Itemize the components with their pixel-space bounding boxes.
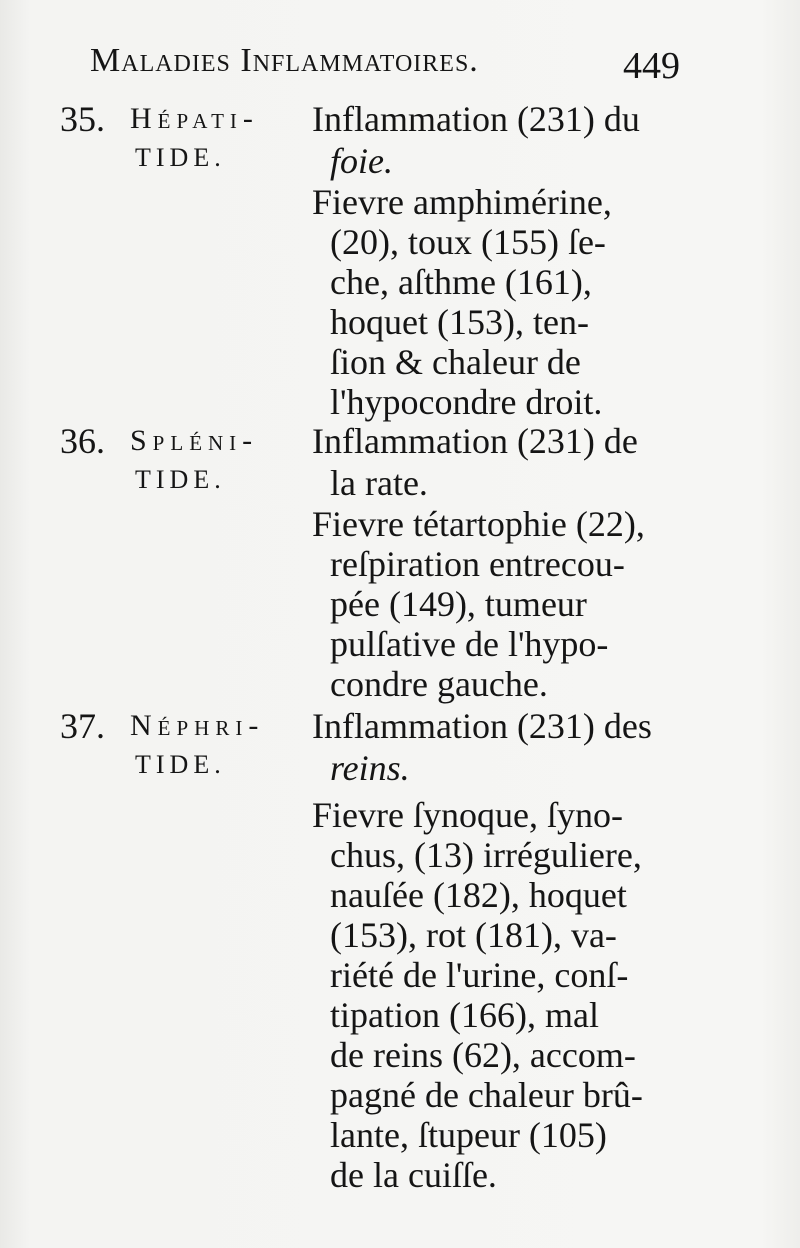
running-title: Maladies Inflammatoires.: [90, 42, 479, 79]
entry-name-suffix: TIDE.: [135, 143, 226, 172]
symptom-line: Fievre ſynoque, ſyno-: [312, 795, 623, 835]
symptom-line: de reins (62), accom-: [330, 1035, 636, 1075]
entry-symptoms: [312, 182, 682, 422]
symptom-line: tipation (166), mal: [330, 995, 599, 1035]
entry-name-suffix: TIDE.: [135, 465, 226, 494]
entry-number: 36.: [60, 421, 105, 461]
entry-name: Hépati-: [130, 102, 259, 135]
definition-line: foie.: [330, 141, 393, 181]
page-header: [90, 42, 680, 94]
symptom-line: Fievre tétartophie (22),: [312, 504, 645, 544]
symptom-line: reſpiration entrecou-: [330, 544, 625, 584]
symptom-line: de la cuiſſe.: [330, 1155, 497, 1195]
symptom-line: che, aſthme (161),: [330, 262, 592, 302]
symptom-line: chus, (13) irréguliere,: [330, 835, 642, 875]
symptom-line: l'hypocondre droit.: [330, 382, 603, 422]
symptom-line: hoquet (153), ten-: [330, 302, 589, 342]
entry-symptoms: [312, 504, 682, 704]
entry-definition: [312, 98, 682, 182]
entry-symptoms: [312, 795, 682, 1195]
symptom-line: pulſative de l'hypo-: [330, 624, 609, 664]
entry-definition: [312, 420, 682, 504]
symptom-line: ſion & chaleur de: [330, 342, 581, 382]
symptom-line: pagné de chaleur brû-: [330, 1075, 643, 1115]
entry-number: 37.: [60, 706, 105, 746]
entry-name: Néphri-: [130, 709, 265, 742]
symptom-line: (153), rot (181), va-: [330, 915, 617, 955]
page-number: 449: [623, 45, 680, 87]
definition-line: la rate.: [330, 463, 428, 503]
symptom-line: nauſée (182), hoquet: [330, 875, 627, 915]
symptom-line: condre gauche.: [330, 664, 548, 704]
entry-definition: [312, 705, 682, 789]
entry-name: Spléni-: [130, 424, 259, 457]
entry-number: 35.: [60, 99, 105, 139]
definition-line: Inflammation (231) du: [312, 99, 640, 139]
symptom-line: lante, ſtupeur (105): [330, 1115, 607, 1155]
definition-line: reins.: [330, 748, 410, 788]
symptom-line: Fievre amphimérine,: [312, 182, 612, 222]
symptom-line: riété de l'urine, conſ-: [330, 955, 629, 995]
symptom-line: (20), toux (155) ſe-: [330, 222, 606, 262]
definition-line: Inflammation (231) de: [312, 421, 638, 461]
entry-name-suffix: TIDE.: [135, 750, 226, 779]
symptom-line: pée (149), tumeur: [330, 584, 587, 624]
definition-line: Inflammation (231) des: [312, 706, 652, 746]
